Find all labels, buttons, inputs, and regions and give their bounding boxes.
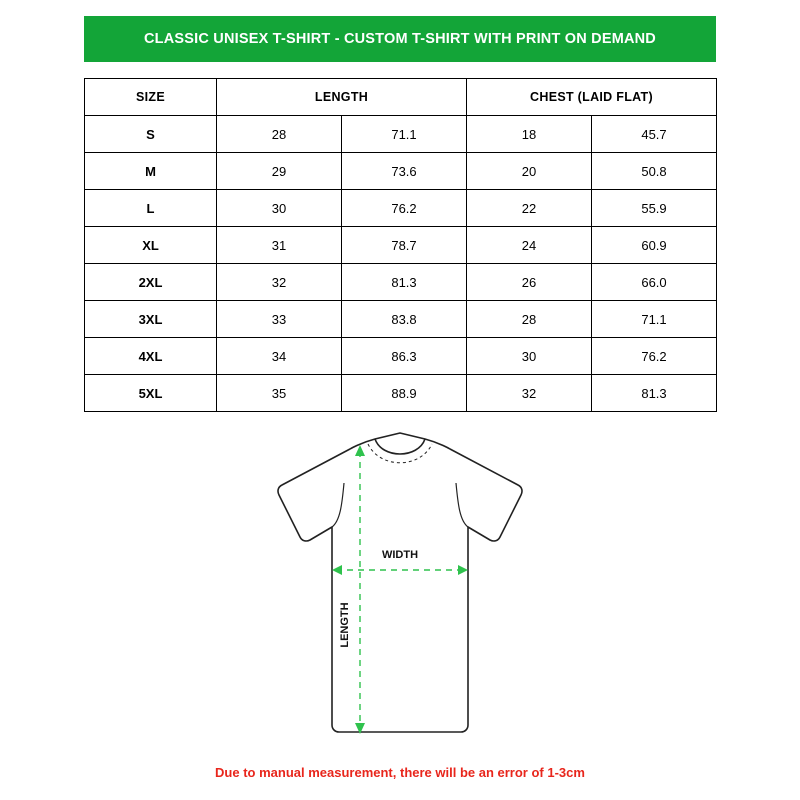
table-row bbox=[85, 301, 717, 338]
cell-length-cm: 73.6 bbox=[342, 153, 467, 190]
table-row bbox=[85, 375, 717, 412]
table-header-row bbox=[85, 79, 717, 116]
table-row bbox=[85, 190, 717, 227]
page-title: CLASSIC UNISEX T-SHIRT - CUSTOM T-SHIRT WITH PRINT ON DEMAND bbox=[144, 31, 656, 47]
cell-chest-in: 26 bbox=[467, 264, 592, 301]
cell-length-cm: 71.1 bbox=[342, 116, 467, 153]
cell-size: M bbox=[85, 153, 217, 190]
column-header-size: SIZE bbox=[85, 79, 217, 116]
cell-size: 5XL bbox=[85, 375, 217, 412]
cell-chest-cm: 45.7 bbox=[592, 116, 717, 153]
cell-chest-in: 20 bbox=[467, 153, 592, 190]
cell-length-cm: 76.2 bbox=[342, 190, 467, 227]
header-banner bbox=[84, 16, 716, 62]
cell-size: S bbox=[85, 116, 217, 153]
cell-length-in: 31 bbox=[217, 227, 342, 264]
cell-chest-cm: 50.8 bbox=[592, 153, 717, 190]
measurement-disclaimer: Due to manual measurement, there will be an error of 1-3cm bbox=[215, 765, 585, 780]
cell-length-cm: 86.3 bbox=[342, 338, 467, 375]
column-header-chest: CHEST (LAID FLAT) bbox=[467, 79, 717, 116]
table-row bbox=[85, 116, 717, 153]
cell-chest-cm: 76.2 bbox=[592, 338, 717, 375]
tshirt-outline-icon bbox=[278, 433, 522, 732]
cell-chest-in: 32 bbox=[467, 375, 592, 412]
cell-length-in: 28 bbox=[217, 116, 342, 153]
table-row bbox=[85, 264, 717, 301]
cell-chest-in: 30 bbox=[467, 338, 592, 375]
tshirt-diagram bbox=[200, 425, 600, 745]
table-body bbox=[85, 116, 717, 412]
cell-size: 3XL bbox=[85, 301, 217, 338]
cell-chest-in: 24 bbox=[467, 227, 592, 264]
cell-length-cm: 88.9 bbox=[342, 375, 467, 412]
cell-length-in: 29 bbox=[217, 153, 342, 190]
table-row bbox=[85, 227, 717, 264]
column-header-length: LENGTH bbox=[217, 79, 467, 116]
size-table bbox=[84, 78, 717, 412]
cell-length-cm: 83.8 bbox=[342, 301, 467, 338]
cell-length-in: 32 bbox=[217, 264, 342, 301]
length-label: LENGTH bbox=[339, 602, 351, 648]
cell-length-in: 34 bbox=[217, 338, 342, 375]
cell-chest-cm: 55.9 bbox=[592, 190, 717, 227]
cell-chest-in: 28 bbox=[467, 301, 592, 338]
table-row bbox=[85, 338, 717, 375]
cell-chest-in: 18 bbox=[467, 116, 592, 153]
cell-chest-in: 22 bbox=[467, 190, 592, 227]
cell-length-in: 33 bbox=[217, 301, 342, 338]
cell-chest-cm: 71.1 bbox=[592, 301, 717, 338]
cell-chest-cm: 66.0 bbox=[592, 264, 717, 301]
cell-chest-cm: 81.3 bbox=[592, 375, 717, 412]
cell-chest-cm: 60.9 bbox=[592, 227, 717, 264]
cell-size: 4XL bbox=[85, 338, 217, 375]
cell-size: L bbox=[85, 190, 217, 227]
cell-length-cm: 78.7 bbox=[342, 227, 467, 264]
cell-length-in: 35 bbox=[217, 375, 342, 412]
cell-length-in: 30 bbox=[217, 190, 342, 227]
table-row bbox=[85, 153, 717, 190]
width-label: WIDTH bbox=[381, 549, 419, 561]
cell-length-cm: 81.3 bbox=[342, 264, 467, 301]
table-header bbox=[85, 79, 717, 116]
cell-size: XL bbox=[85, 227, 217, 264]
cell-size: 2XL bbox=[85, 264, 217, 301]
